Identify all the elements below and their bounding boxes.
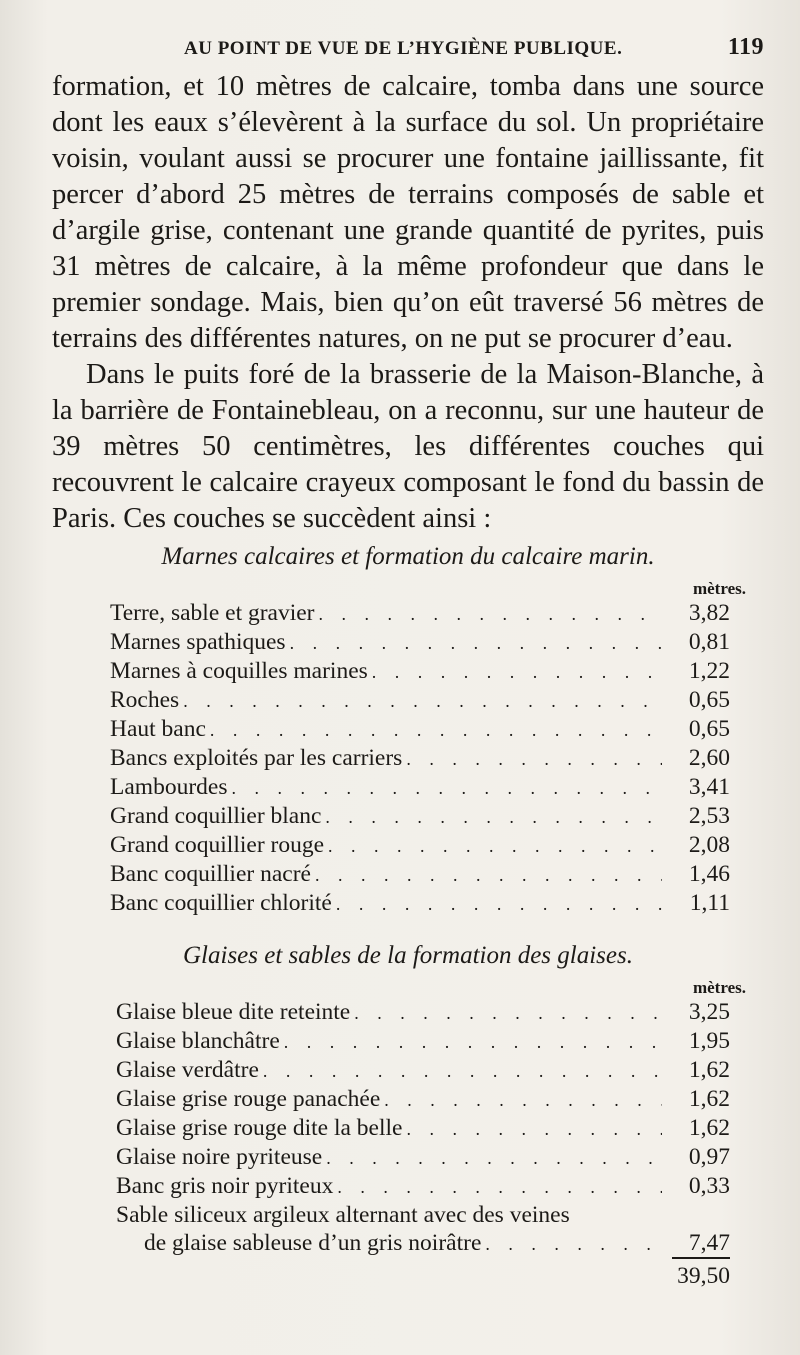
stratum-name: Haut banc: [110, 716, 206, 742]
stratum-thickness: 1,95: [688, 1028, 730, 1054]
stratum-name: Bancs exploités par les carriers: [110, 745, 403, 771]
stratum-name-continued: de glaise sableuse d’un gris noirâtre: [144, 1230, 482, 1256]
leader-dots: [326, 1144, 662, 1172]
stratum-thickness: 3,82: [688, 600, 730, 626]
stratum-name: Glaise bleue dite reteinte: [116, 999, 351, 1025]
leader-dots: [406, 1115, 662, 1143]
leader-dots: [336, 890, 662, 918]
stratum-row: [52, 1143, 764, 1172]
leader-dots: [231, 774, 662, 802]
leader-dots: [315, 861, 662, 889]
stratum-name: Marnes à coquilles marines: [110, 658, 368, 684]
strata-list: [52, 998, 764, 1259]
leader-dots: [337, 1173, 662, 1201]
leader-dots: [319, 600, 662, 628]
stratum-thickness: 1,62: [688, 1086, 730, 1112]
stratum-row: [52, 1085, 764, 1114]
stratum-thickness: 2,53: [688, 803, 730, 829]
total-row: [52, 1263, 764, 1290]
leader-dots: [406, 745, 662, 773]
stratum-row: [52, 1027, 764, 1056]
stratum-name: Sable siliceux argileux alternant avec des veines: [116, 1202, 570, 1228]
page-number: 119: [727, 34, 764, 60]
stratum-row: [52, 628, 764, 657]
stratum-row: [52, 860, 764, 889]
leader-dots: [210, 716, 662, 744]
stratum-row: [52, 1201, 764, 1259]
leader-dots: [485, 1230, 662, 1258]
stratum-name: Roches: [110, 687, 180, 713]
section-heading: Marnes calcaires et formation du calcaire marin.: [161, 543, 655, 570]
section-heading: Glaises et sables de la formation des glaises.: [183, 942, 633, 969]
running-title: AU POINT DE VUE DE L’HYGIÈNE PUBLIQUE.: [184, 38, 623, 59]
stratum-thickness: 7,47: [672, 1229, 730, 1259]
leader-dots: [290, 629, 662, 657]
stratum-name: Lambourdes: [110, 774, 228, 800]
stratum-thickness: 0,65: [688, 687, 730, 713]
stratum-row: [52, 1114, 764, 1143]
stratum-row: [52, 744, 764, 773]
stratum-name: Grand coquillier rouge: [110, 832, 325, 858]
stratum-name: Glaise noire pyriteuse: [116, 1144, 323, 1170]
stratum-name: Banc gris noir pyriteux: [116, 1173, 334, 1199]
stratum-thickness: 1,62: [688, 1057, 730, 1083]
stratum-row: [52, 715, 764, 744]
stratum-thickness: 0,65: [688, 716, 730, 742]
stratum-thickness: 2,08: [688, 832, 730, 858]
stratum-row: [52, 599, 764, 628]
stratum-name: Glaise verdâtre: [116, 1057, 259, 1083]
stratum-row-line: [116, 1229, 730, 1259]
stratum-thickness: 1,22: [688, 658, 730, 684]
strata-list: [52, 599, 764, 918]
stratum-thickness: 1,11: [689, 890, 730, 916]
leader-dots: [354, 999, 662, 1027]
stratum-row: [52, 802, 764, 831]
stratum-row: [52, 657, 764, 686]
leader-dots: [284, 1028, 662, 1056]
stratum-thickness: 0,97: [688, 1144, 730, 1170]
leader-dots: [328, 832, 662, 860]
leader-dots: [384, 1086, 662, 1114]
stratum-thickness: 1,46: [688, 861, 730, 887]
leader-dots: [263, 1057, 662, 1085]
stratum-thickness: 2,60: [688, 745, 730, 771]
stratum-thickness: 3,25: [688, 999, 730, 1025]
paragraph: formation, et 10 mètres de calcaire, tomba dans une source dont les eaux s’élevèrent à la surface du sol. Un propriétaire voisin, voulant aussi se procurer une fontaine jaillissante, fit percer d’abord 25 mètres de terrains composés de sable et d’argile grise, contenant une grande quantité de pyrites, puis 31 mètres de calcaire, à la même profondeur que dans le premier sondage. Mais, bien qu’on eût traversé 56 mètres de terrains des différentes natures, on ne put se procurer d’eau.: [52, 71, 764, 354]
stratum-name: Marnes spathiques: [110, 629, 286, 655]
stratum-row: [52, 831, 764, 860]
stratum-thickness: 3,41: [688, 774, 730, 800]
stratum-thickness: 0,33: [688, 1173, 730, 1199]
stratum-row: [52, 998, 764, 1027]
stratum-row-line: [116, 1201, 730, 1229]
stratum-row: [52, 1172, 764, 1201]
total-thickness: 39,50: [677, 1263, 730, 1289]
stratum-name: Glaise blanchâtre: [116, 1028, 280, 1054]
leader-dots: [372, 658, 662, 686]
stratum-thickness: 0,81: [688, 629, 730, 655]
paragraph: Dans le puits foré de la brasserie de la Maison-Blanche, à la barrière de Fontainebleau, on a reconnu, sur une hauteur de 39 mètres 50 centimètres, les différentes couches qui recouvrent le calcaire crayeux composant le fond du bassin de Paris. Ces couches se succèdent ainsi :: [52, 359, 764, 534]
stratum-row: [52, 1056, 764, 1085]
page-header: [184, 34, 764, 61]
unit-label: mètres.: [692, 978, 746, 997]
leader-dots: [325, 803, 662, 831]
leader-dots: [183, 687, 662, 715]
stratum-thickness: 1,62: [688, 1115, 730, 1141]
stratum-name: Grand coquillier blanc: [110, 803, 322, 829]
stratum-name: Glaise grise rouge dite la belle: [116, 1115, 403, 1141]
stratum-name: Terre, sable et gravier: [110, 600, 315, 626]
stratum-row: [52, 773, 764, 802]
stratum-name: Banc coquillier nacré: [110, 861, 311, 887]
stratum-name: Banc coquillier chlorité: [110, 890, 332, 916]
stratum-row: [52, 889, 764, 918]
stratum-row: [52, 686, 764, 715]
stratum-name: Glaise grise rouge panachée: [116, 1086, 381, 1112]
unit-label: mètres.: [692, 579, 746, 598]
